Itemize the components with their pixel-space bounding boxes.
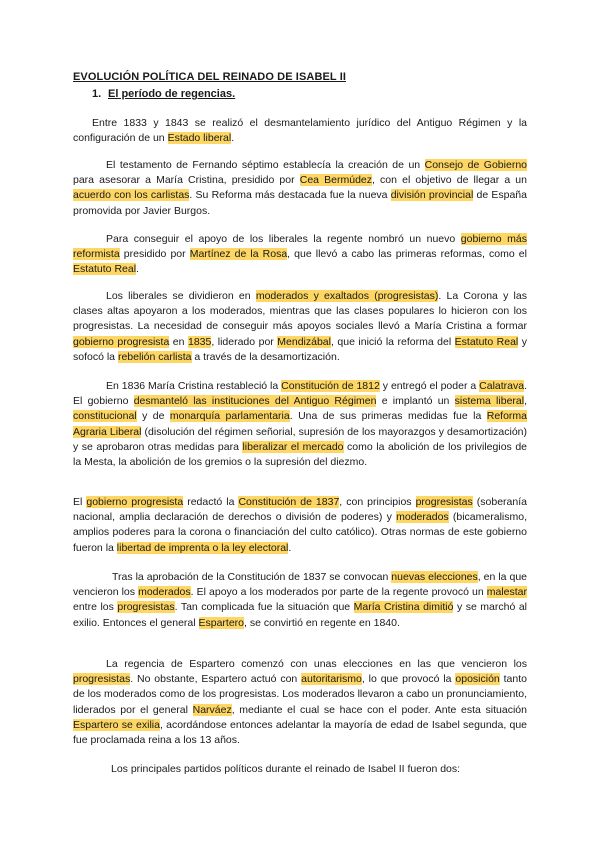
highlighted-text: nuevas elecciones xyxy=(391,571,478,583)
highlighted-text: Estado liberal xyxy=(167,132,232,145)
text-run: redactó la xyxy=(183,496,239,508)
text-run: y de xyxy=(136,410,170,423)
text-run: , mediante el cual se hace con el poder. Ante esta situación xyxy=(231,703,527,716)
text-run: . Tan complicada fue la situación que xyxy=(174,601,354,614)
paragraph xyxy=(73,289,527,365)
text-run: . La Corona y las clases altas apoyaron a los moderados, mientras que las clases populares lo hicieron con los progresistas. La necesidad de conseguir más apoyos sociales llevó a María Cristina a formar xyxy=(73,290,527,333)
section-label: El período de regencias. xyxy=(108,88,236,100)
highlighted-text: María Cristina dimitió xyxy=(353,601,454,614)
text-run: , acordándose entonces adelantar la mayoría de edad de Isabel segunda, que fue proclamada reina a los 13 años. xyxy=(73,718,527,747)
text-run: . Su Reforma más destacada fue la nueva xyxy=(189,189,391,202)
text-run: El xyxy=(73,496,87,508)
highlighted-text: progresistas xyxy=(117,601,175,614)
highlighted-text: Cea Bermúdez xyxy=(299,174,372,187)
paragraph xyxy=(73,158,527,219)
text-run: y entregó el poder a xyxy=(379,380,480,392)
text-run: de España promovida por Javier Burgos. xyxy=(73,189,527,217)
highlighted-text: Reforma Agraria Liberal xyxy=(73,410,527,438)
text-run: . El apoyo a los moderados por parte de la regente provocó un xyxy=(190,586,487,599)
text-run: para asesorar a María Cristina, presidido por xyxy=(73,174,300,187)
text-run: como la abolición de los privilegios de la Mesta, la abolición de los gremios o la supresión del diezmo. xyxy=(73,440,527,469)
text-run: presidido por xyxy=(119,248,190,261)
highlighted-text: 1835 xyxy=(187,335,212,348)
highlighted-text: progresistas xyxy=(73,673,131,686)
highlighted-text: moderados y exaltados (progresistas) xyxy=(255,290,439,302)
text-run: El testamento de Fernando séptimo establecía la creación de un xyxy=(106,159,425,171)
text-run: , con principios xyxy=(339,496,416,508)
text-run: . No obstante, Espartero actuó con xyxy=(130,673,302,686)
text-run: , en la que vencieron los xyxy=(73,571,528,599)
paragraph xyxy=(73,379,527,470)
text-run: Tras la aprobación de la Constitución de 1837 se convocan xyxy=(112,571,392,583)
highlighted-text: moderados xyxy=(396,511,449,524)
section-heading xyxy=(92,88,235,100)
text-run: Para conseguir el apoyo de los liberales la regente nombró un nuevo xyxy=(106,233,461,245)
highlighted-text: progresistas xyxy=(415,496,473,508)
text-run: . xyxy=(231,132,235,145)
section-number: 1. xyxy=(92,88,102,100)
highlighted-text: oposición xyxy=(455,673,500,686)
text-run: , xyxy=(524,395,527,408)
highlighted-text: Narváez xyxy=(192,703,232,716)
highlighted-text: Consejo de Gobierno xyxy=(424,159,527,171)
highlighted-text: gobierno más reformista xyxy=(73,233,528,261)
text-run: En 1836 María Cristina restableció la xyxy=(106,380,282,392)
paragraph xyxy=(73,232,527,278)
highlighted-text: división provincial xyxy=(390,189,474,202)
text-run: (disolución del régimen señorial, supresión de los mayorazgos y desamortización) y se aprobaron otras medidas para xyxy=(73,425,527,453)
paragraph xyxy=(73,657,527,748)
text-run: , se convirtió en regente en 1840. xyxy=(244,616,400,629)
paragraph xyxy=(73,116,527,146)
highlighted-text: Estatuto Real xyxy=(454,335,519,348)
text-run: . El gobierno xyxy=(73,380,528,408)
highlighted-text: gobierno progresista xyxy=(86,496,184,508)
highlighted-text: autoritarismo xyxy=(301,673,362,686)
text-run: . Una de sus primeras medidas fue la xyxy=(289,410,487,423)
text-run: , lo que provocó la xyxy=(361,673,456,686)
text-run: , que inició la reforma del xyxy=(330,335,455,348)
paragraph xyxy=(73,495,527,556)
paragraph xyxy=(73,570,527,631)
highlighted-text: sistema liberal xyxy=(454,395,525,408)
highlighted-text: Espartero se exilia xyxy=(73,718,160,731)
text-run: . xyxy=(136,263,139,276)
highlighted-text: rebelión carlista xyxy=(117,350,192,363)
highlighted-text: libertad de imprenta o la ley electoral xyxy=(116,541,289,554)
text-run: , con el objetivo de llegar a un xyxy=(372,174,527,187)
highlighted-text: Estatuto Real xyxy=(73,263,137,276)
text-run: y sofocó la xyxy=(73,335,528,363)
highlighted-text: desmanteló las instituciones del Antiguo Régimen xyxy=(133,395,377,408)
highlighted-text: constitucional xyxy=(73,410,137,423)
paragraph xyxy=(73,762,527,777)
text-run: y se marchó al exilio. Entonces el general xyxy=(73,601,527,629)
text-run: (soberanía nacional, amplia declaración de derechos o división de poderes) y xyxy=(73,496,527,524)
highlighted-text: malestar xyxy=(486,586,527,599)
document-title: EVOLUCIÓN POLÍTICA DEL REINADO DE ISABEL II xyxy=(73,71,347,83)
highlighted-text: moderados xyxy=(138,586,191,599)
text-run: tanto de los moderados como de los progresistas. Los moderados llevaron a cabo un pronunciamiento, liderados por el general xyxy=(73,673,527,716)
highlighted-text: gobierno progresista xyxy=(73,335,170,348)
text-run: , que llevó a cabo las primeras reformas, como el xyxy=(287,248,527,261)
highlighted-text: Mendizábal xyxy=(277,335,331,348)
highlighted-text: acuerdo con los carlistas xyxy=(73,189,190,202)
highlighted-text: Constitución de 1812 xyxy=(281,380,380,392)
highlighted-text: monarquía parlamentaria xyxy=(169,410,290,423)
text-run: Entre 1833 y 1843 se realizó el desmantelamiento jurídico del Antiguo Régimen y la configuración de un xyxy=(73,117,527,145)
text-run: Los principales partidos políticos durante el reinado de Isabel II fueron dos: xyxy=(111,763,461,775)
highlighted-text: Martínez de la Rosa xyxy=(189,248,288,261)
text-run: en xyxy=(169,335,188,348)
highlighted-text: Espartero xyxy=(198,616,245,629)
text-run: , liderado por xyxy=(211,335,278,348)
text-run: . xyxy=(288,541,292,554)
highlighted-text: Calatrava xyxy=(479,380,525,392)
text-run: e implantó un xyxy=(376,395,455,408)
text-run: (bicameralismo, amplios poderes para la corona o financiación del culto católico). Otras normas de este gobierno fueron la xyxy=(73,511,527,554)
text-run: Los liberales se dividieron en xyxy=(106,290,256,302)
highlighted-text: Constitución de 1837 xyxy=(238,496,340,508)
highlighted-text: liberalizar el mercado xyxy=(242,440,344,453)
text-run: a través de la desamortización. xyxy=(191,350,340,363)
text-run: La regencia de Espartero comenzó con unas elecciones en las que vencieron los xyxy=(106,658,527,670)
text-run: entre los xyxy=(73,601,118,614)
